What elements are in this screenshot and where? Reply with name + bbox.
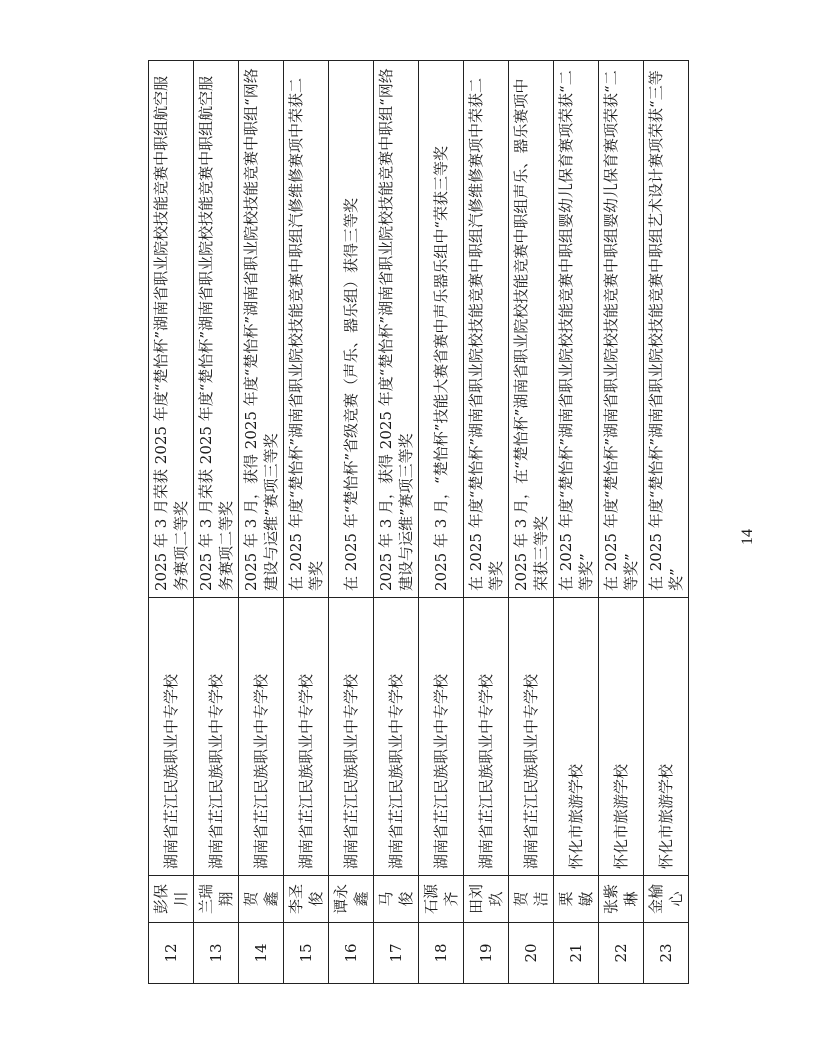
row-number: 18 bbox=[419, 923, 464, 984]
school-name: 湖南省芷江民族职业中专学校 bbox=[284, 598, 329, 876]
row-number: 13 bbox=[194, 923, 239, 984]
achievement-text: 在 2025 年度“楚怡杯”湖南省职业院校技能竞赛中职组婴幼儿保育赛项荣获“二等奖” bbox=[554, 61, 599, 598]
school-name: 怀化市旅游学校 bbox=[554, 598, 599, 876]
achievement-text: 在 2025 年度“楚怡杯”湖南省职业院校技能竞赛中职组汽修维修赛项中荣获二等奖 bbox=[284, 61, 329, 598]
table-row bbox=[329, 61, 374, 984]
page-number: 14 bbox=[739, 529, 756, 545]
school-name: 湖南省芷江民族职业中专学校 bbox=[329, 598, 374, 876]
table-row bbox=[374, 61, 419, 984]
row-number: 22 bbox=[599, 923, 644, 984]
school-name: 湖南省芷江民族职业中专学校 bbox=[149, 598, 194, 876]
school-name: 湖南省芷江民族职业中专学校 bbox=[419, 598, 464, 876]
achievement-text: 在 2025 年“楚怡杯”省级竞赛（声乐、器乐组）获得三等奖 bbox=[329, 61, 374, 598]
row-number: 14 bbox=[239, 923, 284, 984]
row-number: 15 bbox=[284, 923, 329, 984]
school-name: 怀化市旅游学校 bbox=[599, 598, 644, 876]
school-name: 湖南省芷江民族职业中专学校 bbox=[509, 598, 554, 876]
person-name: 谭永鑫 bbox=[329, 876, 374, 923]
person-name: 石源齐 bbox=[419, 876, 464, 923]
school-name: 湖南省芷江民族职业中专学校 bbox=[374, 598, 419, 876]
school-name: 湖南省芷江民族职业中专学校 bbox=[239, 598, 284, 876]
person-name: 李圣俊 bbox=[284, 876, 329, 923]
table-row bbox=[464, 61, 509, 984]
achievement-text: 2025 年 3 月荣获 2025 年度“楚怡杯”湖南省职业院校技能竞赛中职组航空服务赛项二等奖 bbox=[149, 61, 194, 598]
person-name: 金榆心 bbox=[644, 876, 689, 923]
achievement-text: 在 2025 年度“楚怡杯”湖南省职业院校技能竞赛中职组艺术设计赛项荣获“三等奖” bbox=[644, 61, 689, 598]
table-row bbox=[239, 61, 284, 984]
row-number: 19 bbox=[464, 923, 509, 984]
achievement-text: 2025 年 3 月荣获 2025 年度“楚怡杯”湖南省职业院校技能竞赛中职组航空服务赛项二等奖 bbox=[194, 61, 239, 598]
school-name: 湖南省芷江民族职业中专学校 bbox=[194, 598, 239, 876]
row-number: 12 bbox=[149, 923, 194, 984]
achievement-text: 2025 年 3 月，在“楚怡杯”湖南省职业院校技能竞赛中职组声乐、器乐赛项中荣获三等奖 bbox=[509, 61, 554, 598]
row-number: 23 bbox=[644, 923, 689, 984]
row-number: 20 bbox=[509, 923, 554, 984]
person-name: 贺 洁 bbox=[509, 876, 554, 923]
achievement-text: 在 2025 年度“楚怡杯”湖南省职业院校技能竞赛中职组汽修维修赛项中荣获二等奖 bbox=[464, 61, 509, 598]
achievement-text: 2025 年 3 月，获得 2025 年度“楚怡杯”湖南省职业院校技能竞赛中职组“网络建设与运维”赛项三等奖 bbox=[239, 61, 284, 598]
table-row bbox=[599, 61, 644, 984]
table-row bbox=[149, 61, 194, 984]
person-name: 兰瑞翔 bbox=[194, 876, 239, 923]
person-name: 张紫琳 bbox=[599, 876, 644, 923]
person-name: 栗 敏 bbox=[554, 876, 599, 923]
rotated-table-container bbox=[148, 60, 685, 984]
person-name: 马 俊 bbox=[374, 876, 419, 923]
school-name: 怀化市旅游学校 bbox=[644, 598, 689, 876]
person-name: 彭保川 bbox=[149, 876, 194, 923]
award-table bbox=[148, 60, 689, 984]
row-number: 21 bbox=[554, 923, 599, 984]
table-row bbox=[419, 61, 464, 984]
row-number: 17 bbox=[374, 923, 419, 984]
table-row bbox=[194, 61, 239, 984]
achievement-text: 2025 年 3 月，获得 2025 年度“楚怡杯”湖南省职业院校技能竞赛中职组“网络建设与运维”赛项三等奖 bbox=[374, 61, 419, 598]
table-row bbox=[509, 61, 554, 984]
table-row bbox=[554, 61, 599, 984]
table-row bbox=[284, 61, 329, 984]
person-name: 田刘玖 bbox=[464, 876, 509, 923]
row-number: 16 bbox=[329, 923, 374, 984]
school-name: 湖南省芷江民族职业中专学校 bbox=[464, 598, 509, 876]
achievement-text: 2025 年 3 月，“楚怡杯”技能大赛省赛中声乐器乐组中“荣获三等奖 bbox=[419, 61, 464, 598]
table-row bbox=[644, 61, 689, 984]
achievement-text: 在 2025 年度“楚怡杯”湖南省职业院校技能竞赛中职组婴幼儿保育赛项荣获“二等奖” bbox=[599, 61, 644, 598]
person-name: 贺 鑫 bbox=[239, 876, 284, 923]
